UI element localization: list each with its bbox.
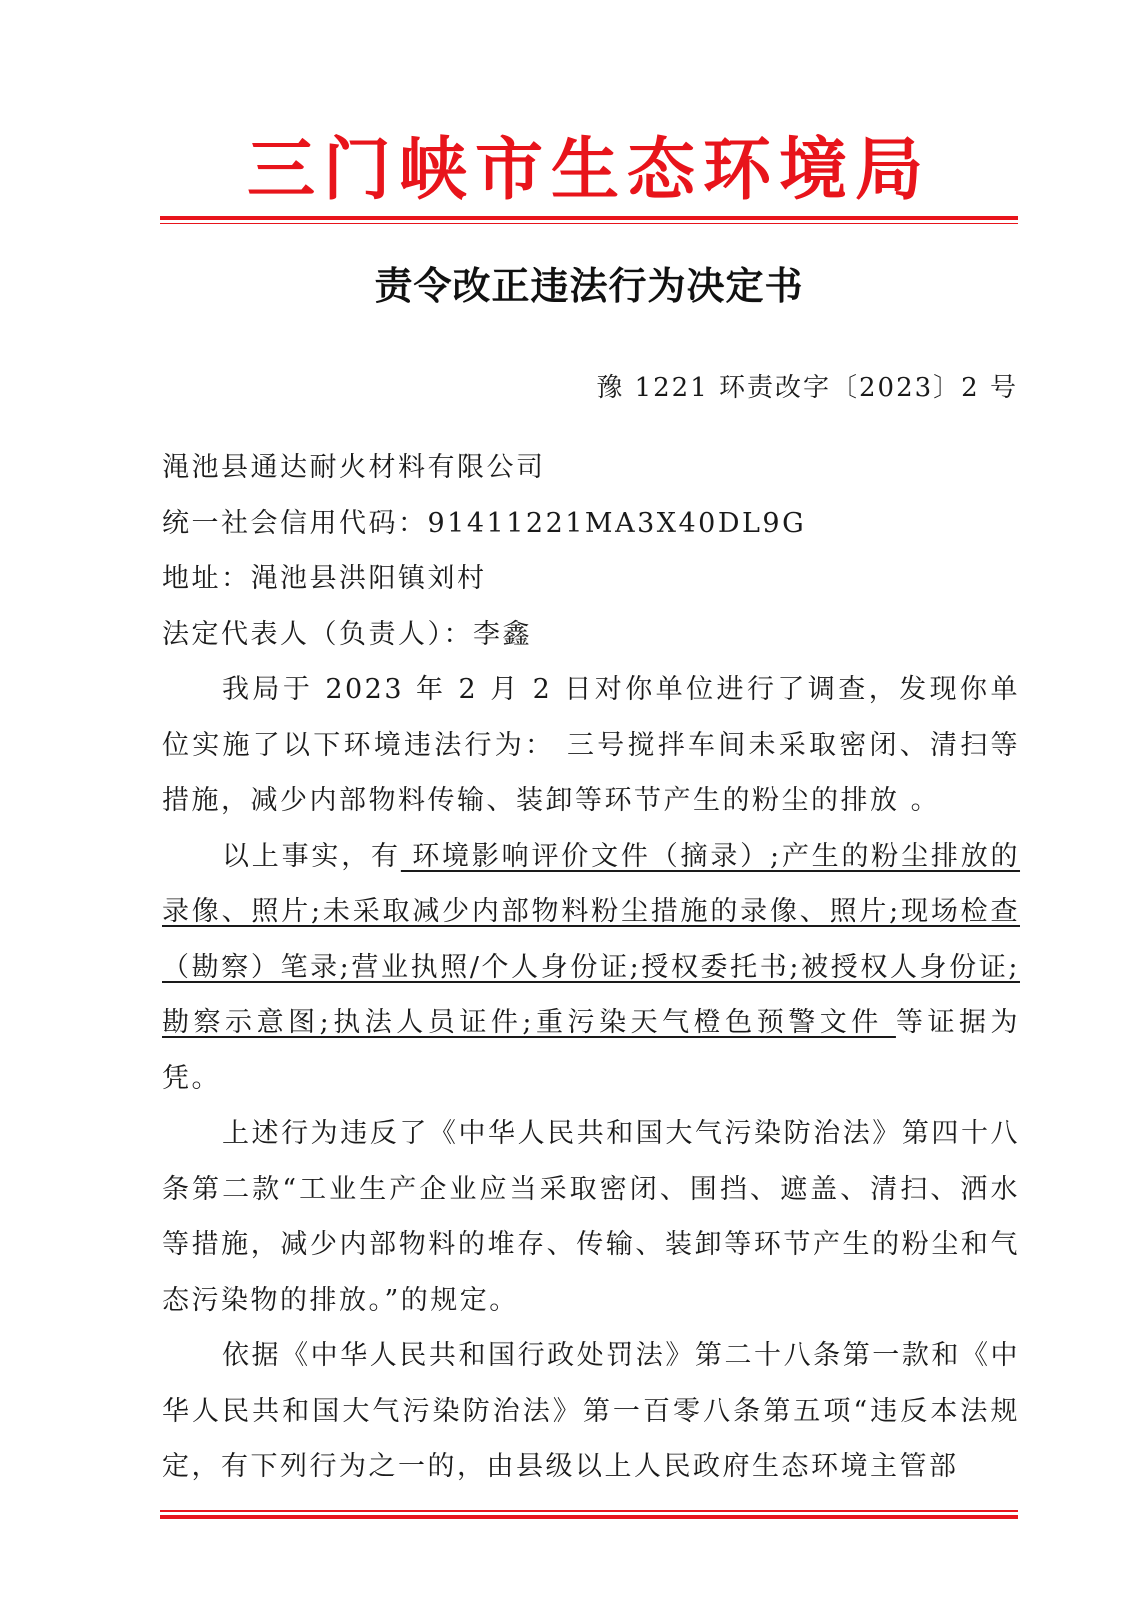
paragraph-evidence [162,829,1020,1107]
credit-code: 统一社会信用代码：91411221MA3X40DL9G [162,507,807,539]
evidence-list: 环境影响评价文件（摘录）;产生的粉尘排放的录像、照片;未采取减少内部物料粉尘措施的录像、照片;现场检查（勘察）笔录;营业执照/个人身份证;授权委托书;被授权人身份证;勘察示意图;执法人员证件;重污染天气橙色预警文件 [162,840,1021,1038]
footer-red-rule-thin [160,1510,1018,1512]
header-red-rule [160,216,1018,220]
paragraph-legal-basis: 依据《中华人民共和国行政处罚法》第二十八条第一款和《中华人民共和国大气污染防治法》第一百零八条第五项“违反本法规定，有下列行为之一的，由县级以上人民政府生态环境主管部 [162,1340,1020,1482]
document-number: 豫 1221 环责改字〔2023〕2 号 [596,373,1018,403]
paragraph-violation: 上述行为违反了《中华人民共和国大气污染防治法》第四十八条第二款“工业生产企业应当采取密闭、围挡、遮盖、清扫、洒水等措施，减少内部物料的堆存、传输、装卸等环节产生的粉尘和气态污染物的排放。”的规定。 [162,1118,1020,1316]
evidence-prefix: 以上事实，有 [222,840,401,872]
footer-red-rule [160,1515,1018,1519]
paragraph-investigation: 我局于 2023 年 2 月 2 日对你单位进行了调查，发现你单位实施了以下环境违法行为： 三号搅拌车间未采取密闭、清扫等措施，减少内部物料传输、装卸等环节产生的粉尘的排放 。 [162,674,1020,816]
legal-representative: 法定代表人（负责人）：李鑫 [162,618,532,650]
document-body [162,440,1020,1495]
header-red-rule-thin [160,223,1018,224]
company-name: 渑池县通达耐火材料有限公司 [162,452,546,483]
document-title: 责令改正违法行为决定书 [374,263,804,308]
organization-header: 三门峡市生态环境局 [246,130,931,210]
evidence-suffix: 等证据为凭。 [162,1007,1020,1094]
address: 地址：渑池县洪阳镇刘村 [162,563,487,594]
